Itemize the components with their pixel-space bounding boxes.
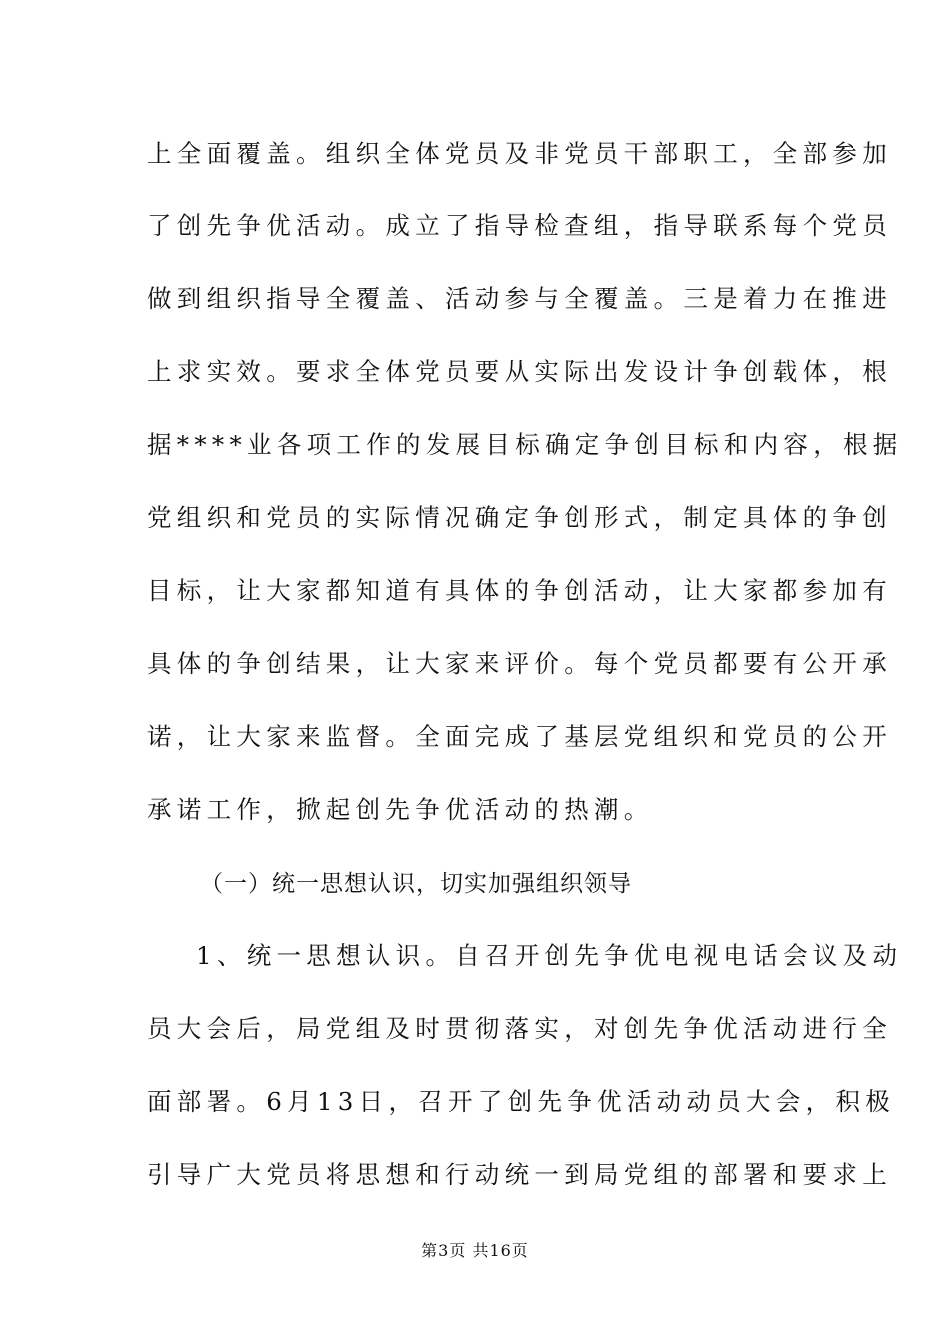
body-text-line: 承诺工作，掀起创先争优活动的热潮。 (147, 795, 654, 824)
body-text-line: 上求实效。要求全体党员要从实际出发设计争创载体，根 (147, 357, 892, 386)
body-text-line: 党组织和党员的实际情况确定争创形式，制定具体的争创 (147, 503, 892, 532)
body-text-line: 上全面覆盖。组织全体党员及非党员干部职工，全部参加 (147, 139, 892, 168)
section-heading: （一）统一思想认识，切实加强组织领导 (200, 871, 632, 897)
body-text-line: 诺，让大家来监督。全面完成了基层党组织和党员的公开 (147, 722, 892, 751)
body-text-line: 做到组织指导全覆盖、活动参与全覆盖。三是着力在推进 (147, 284, 892, 313)
body-text-line: 员大会后，局党组及时贯彻落实，对创先争优活动进行全 (147, 1014, 892, 1043)
body-text-line: 据****业各项工作的发展目标确定争创目标和内容，根据 (147, 430, 903, 459)
body-text-line: 引导广大党员将思想和行动统一到局党组的部署和要求上 (147, 1160, 892, 1189)
body-text-line: 面部署。6月13日，召开了创先争优活动动员大会，积极 (147, 1087, 896, 1116)
body-text-line: 具体的争创结果，让大家来评价。每个党员都要有公开承 (147, 649, 892, 678)
body-text-line: 1、统一思想认识。自召开创先争优电视电话会议及动 (196, 941, 903, 970)
page-number-footer: 第3页 共16页 (421, 1241, 529, 1260)
body-text-line: 目标，让大家都知道有具体的争创活动，让大家都参加有 (147, 576, 892, 605)
body-text-line: 了创先争优活动。成立了指导检查组，指导联系每个党员 (147, 211, 892, 240)
